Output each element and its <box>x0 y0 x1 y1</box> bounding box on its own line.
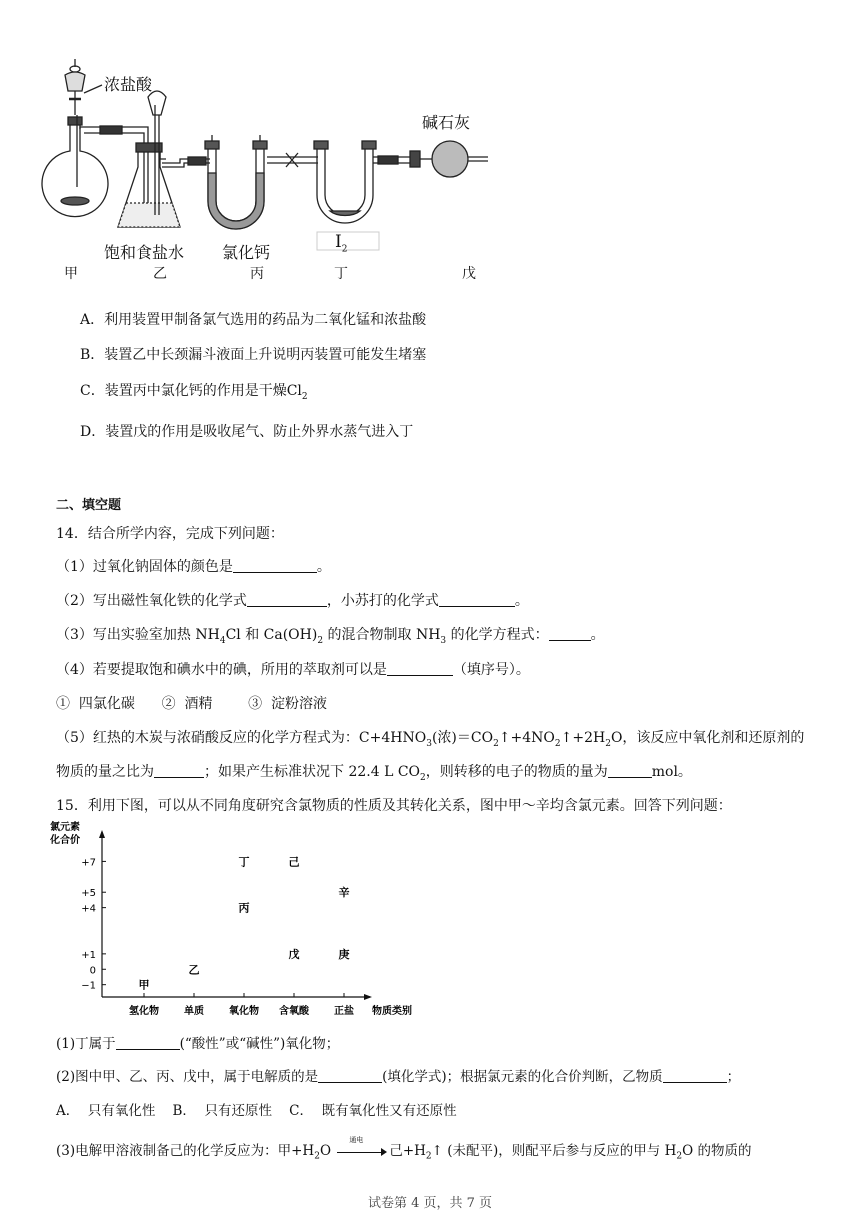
tube-4 <box>373 156 412 164</box>
label-cacl2: 氯化钙 <box>222 243 271 262</box>
q15-p3-d: ↑ (未配平)，则配平后参与反应的甲与 H <box>431 1143 677 1159</box>
q15-part2-options: A． 只有氧化性 B． 只有还原性 C． 既有氧化性又有还原性 <box>56 1103 457 1119</box>
q14-part5-line2 <box>56 761 692 783</box>
q14-p4-blank[interactable] <box>387 661 453 676</box>
q15-p3-c: 己+H <box>389 1143 426 1159</box>
data-point-label: 乙 <box>188 963 200 977</box>
q15-p3-e: O 的物质的 <box>682 1143 752 1159</box>
q15-p3-b: O <box>319 1143 332 1159</box>
q14-p5-sub4: 2 <box>605 738 611 749</box>
iodine-symbol: I <box>335 232 342 252</box>
x-axis-label: 物质类别 <box>372 1006 412 1017</box>
q14-choices: ① 四氯化碳 ② 酒精 ③ 淀粉溶液 <box>56 696 328 712</box>
q15-p3-a: (3)电解甲溶液制备己的化学反应为：甲+H <box>56 1143 315 1159</box>
q14-part2 <box>56 590 529 610</box>
q14-p4-end: （填序号）。 <box>452 662 530 678</box>
q14-p2-mid: ，小苏打的化学式 <box>326 593 439 609</box>
q15-p3-sub3: 2 <box>676 1151 683 1162</box>
data-point-label: 辛 <box>338 886 350 900</box>
q14-p2-text: （2）写出磁性氧化铁的化学式 <box>56 593 247 609</box>
y-tick-label: +7 <box>81 857 96 869</box>
valence-chart <box>50 820 430 1020</box>
q14-p2-blank-2[interactable] <box>439 592 515 607</box>
tube-3 <box>267 153 318 167</box>
data-point-label: 甲 <box>138 978 150 992</box>
data-point-label: 庚 <box>338 947 350 961</box>
q14-part5-line1 <box>56 727 804 749</box>
reaction-arrow-label: 通电 <box>349 1135 364 1144</box>
q14-p1-text: （1）过氧化钠固体的颜色是 <box>56 559 233 575</box>
data-point-label: 丁 <box>238 855 250 869</box>
y-tick-label: +5 <box>81 888 96 900</box>
reaction-arrow-head <box>381 1148 387 1156</box>
q15-p1-blank[interactable] <box>116 1035 180 1050</box>
q15-p2-blank-2[interactable] <box>663 1068 727 1083</box>
q15-p1-text: (1)丁属于 <box>56 1036 116 1052</box>
iodine-label-box <box>317 232 379 250</box>
q14-p5-l2b: ；如果产生标准状况下 22.4 L CO <box>204 764 421 780</box>
q15-part3 <box>56 1135 752 1162</box>
q13-option-a: A．利用装置甲制备氯气选用的药品为二氧化锰和浓盐酸 <box>80 312 427 328</box>
q15-p3-sub1: 2 <box>314 1151 320 1162</box>
q14-p3-c: 的混合物制取 NH <box>323 627 441 643</box>
label-soda-lime: 碱石灰 <box>422 113 471 132</box>
y-axis-label-2: 化合价 <box>50 835 80 846</box>
separatory-funnel <box>65 59 102 115</box>
q14-p3-e: 。 <box>590 627 605 643</box>
q14-p5-sub1: 3 <box>426 738 432 749</box>
q15-p2-text: (2)图中甲、乙、丙、戊中，属于电解质的是 <box>56 1069 319 1085</box>
q14-p1-end: 。 <box>316 559 331 575</box>
x-tick-label: 氧化物 <box>229 1006 259 1017</box>
q14-p5-l1: （5）红热的木炭与浓硝酸反应的化学方程式为：C+4HNO <box>56 730 427 746</box>
x-tick-label: 氢化物 <box>129 1006 159 1017</box>
q14-p5-sub2: 2 <box>493 738 499 749</box>
drying-tube <box>410 141 488 177</box>
q14-p5-l2d: mol。 <box>651 764 692 780</box>
q14-p3-sub2: 2 <box>317 635 324 646</box>
q14-p5-l1d: ↑+2H <box>560 730 606 746</box>
q14-stem: 14．结合所学内容，完成下列问题： <box>56 526 284 542</box>
label-brine: 饱和食盐水 <box>104 243 185 262</box>
q14-p5-blank-2[interactable] <box>608 763 652 778</box>
device-name-bing: 丙 <box>250 266 264 282</box>
device-name-yi: 乙 <box>153 266 167 282</box>
q14-part4 <box>56 659 530 679</box>
q13-option-c-text: C．装置丙中氯化钙的作用是干燥Cl <box>80 383 302 399</box>
reaction-arrow <box>335 1135 389 1159</box>
q14-p3-b: Cl 和 Ca(OH) <box>225 627 318 643</box>
y-axis-arrow <box>99 830 105 838</box>
q15-p2-mid: (填化学式)；根据氯元素的化合价判断，乙物质 <box>382 1069 663 1085</box>
label-iodine <box>335 232 347 254</box>
y-tick-label: +1 <box>81 949 96 961</box>
data-point-label: 丙 <box>238 901 250 915</box>
q13-option-d: D．装置戊的作用是吸收尾气、防止外界水蒸气进入丁 <box>80 424 414 440</box>
x-tick-label: 含氧酸 <box>279 1006 309 1017</box>
q15-p2-end: ； <box>726 1069 741 1085</box>
q14-p3-sub3: 3 <box>440 635 447 646</box>
device-name-wu: 戊 <box>462 266 476 282</box>
q14-p5-sub5: 2 <box>420 772 426 783</box>
q14-p3-d: 的化学方程式： <box>446 627 549 643</box>
data-point-label: 己 <box>288 855 300 869</box>
q14-p3-a: （3）写出实验室加热 NH <box>56 627 220 643</box>
q14-p5-l2a: 物质的量之比为 <box>56 764 154 780</box>
round-bottom-flask <box>42 115 108 217</box>
q14-p1-blank[interactable] <box>233 558 317 573</box>
reaction-arrow-line <box>337 1152 385 1153</box>
q14-p3-blank[interactable] <box>549 626 591 641</box>
q14-p5-l1b: (浓)＝CO <box>431 730 494 746</box>
data-point-label: 戊 <box>288 947 300 961</box>
q15-part2 <box>56 1065 740 1085</box>
q15-p3-sub2: 2 <box>425 1151 432 1162</box>
q14-p2-end: 。 <box>514 593 529 609</box>
q13-option-c <box>80 380 308 402</box>
q14-p5-blank-1[interactable] <box>154 763 204 778</box>
y-tick-label: +4 <box>81 903 96 915</box>
q14-part1 <box>56 556 331 576</box>
y-axis-label-1: 氯元素 <box>50 822 80 833</box>
device-name-ding: 丁 <box>334 266 348 282</box>
q15-p1-end: (“酸性”或“碱性”)氧化物； <box>179 1036 340 1052</box>
y-tick-label: −1 <box>81 980 96 992</box>
iodine-subscript: 2 <box>341 244 348 255</box>
q13-option-b: B．装置乙中长颈漏斗液面上升说明丙装置可能发生堵塞 <box>80 347 427 363</box>
q14-p5-l2c: ，则转移的电子的物质的量为 <box>425 764 608 780</box>
q15-stem: 15．利用下图，可以从不同角度研究含氯物质的性质及其转化关系，图中甲～辛均含氯元素。回答下列问题： <box>56 798 732 814</box>
wash-bottle <box>118 91 180 227</box>
tube-1 <box>80 126 148 215</box>
y-tick-label: 0 <box>89 965 96 977</box>
q15-p2-blank-1[interactable] <box>318 1068 382 1083</box>
label-acid: 浓盐酸 <box>104 75 153 94</box>
q14-part3 <box>56 624 605 646</box>
q14-p2-blank-1[interactable] <box>247 592 327 607</box>
u-tube-iodine <box>314 141 376 223</box>
q14-p4-text: （4）若要提取饱和碘水中的碘，所用的萃取剂可以是 <box>56 662 387 678</box>
x-tick-label: 正盐 <box>334 1006 354 1017</box>
q15-part1 <box>56 1032 339 1052</box>
u-tube-cacl2 <box>205 135 267 229</box>
q14-p5-l1e: O，该反应中氧化剂和还原剂的 <box>610 730 805 746</box>
q13-option-c-sub: 2 <box>301 391 308 402</box>
q14-p5-sub3: 2 <box>554 738 561 749</box>
page-footer: 试卷第 4 页，共 7 页 <box>367 1196 493 1211</box>
x-tick-label: 单质 <box>184 1006 204 1017</box>
x-axis-arrow <box>364 994 372 1000</box>
q14-p3-sub1: 4 <box>219 635 226 646</box>
section-title: 二、填空题 <box>56 498 122 513</box>
tube-2 <box>162 157 210 167</box>
q14-p5-l1c: ↑+4NO <box>498 730 555 746</box>
device-name-jia: 甲 <box>64 266 78 282</box>
